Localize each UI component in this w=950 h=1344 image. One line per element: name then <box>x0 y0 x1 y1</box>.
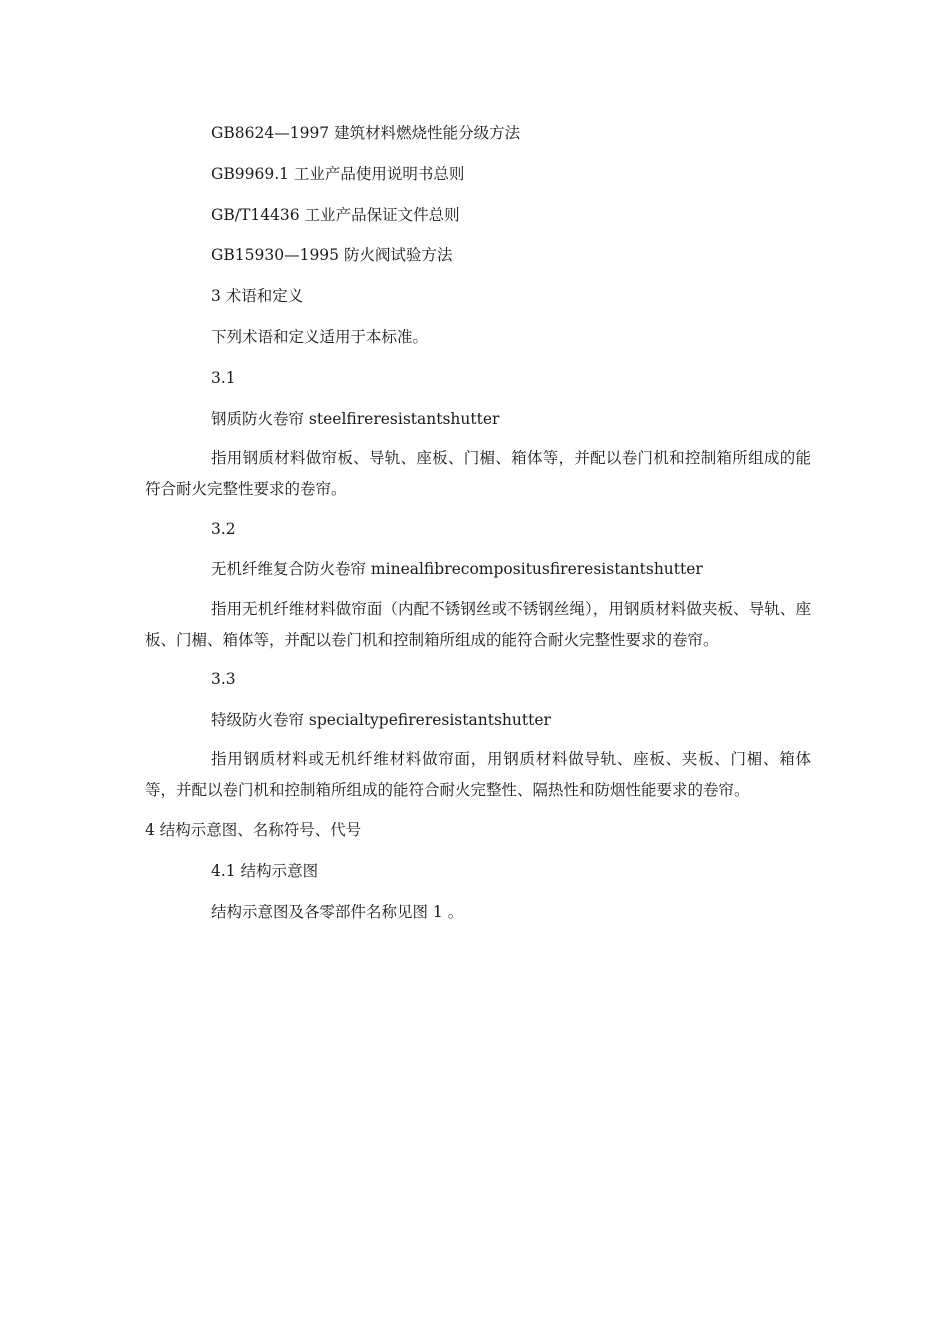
term-3-1-number: 3.1 <box>211 369 236 387</box>
term-3-3-definition: 指用钢质材料或无机纤维材料做帘面，用钢质材料做导轨、座板、夹板、门楣、箱体等，并配以卷门机和控制箱所组成的能符合耐火完整性、隔热性和防烟性能要求的卷帘。 <box>145 750 811 799</box>
term-3-2-name: 无机纤维复合防火卷帘 minealfibrecompositusfireresistantshutter <box>211 560 703 578</box>
term-3-3-name: 特级防火卷帘 specialtypefireresistantshutter <box>211 711 551 729</box>
term-3-1-name: 钢质防火卷帘 steelfireresistantshutter <box>211 410 500 428</box>
section-4-1-text: 结构示意图及各零部件名称见图 1 。 <box>211 903 464 921</box>
section-4-1-heading: 4.1 结构示意图 <box>211 862 319 880</box>
term-3-3-number: 3.3 <box>211 670 236 688</box>
section-4-heading: 4 结构示意图、名称符号、代号 <box>145 821 362 839</box>
reference-gb9969: GB9969.1 工业产品使用说明书总则 <box>211 165 465 183</box>
section-3-heading: 3 术语和定义 <box>211 287 304 305</box>
term-3-2-definition: 指用无机纤维材料做帘面（内配不锈钢丝或不锈钢丝绳），用钢质材料做夹板、导轨、座板、门楣、箱体等，并配以卷门机和控制箱所组成的能符合耐火完整性要求的卷帘。 <box>145 600 811 649</box>
term-3-2-number: 3.2 <box>211 520 236 538</box>
reference-gb8624: GB8624—1997 建筑材料燃烧性能分级方法 <box>211 124 521 142</box>
reference-gbt14436: GB/T14436 工业产品保证文件总则 <box>211 206 460 224</box>
reference-gb15930: GB15930—1995 防火阀试验方法 <box>211 246 453 264</box>
term-3-1-definition: 指用钢质材料做帘板、导轨、座板、门楣、箱体等，并配以卷门机和控制箱所组成的能符合耐火完整性要求的卷帘。 <box>145 449 811 498</box>
section-3-intro: 下列术语和定义适用于本标准。 <box>211 328 429 346</box>
